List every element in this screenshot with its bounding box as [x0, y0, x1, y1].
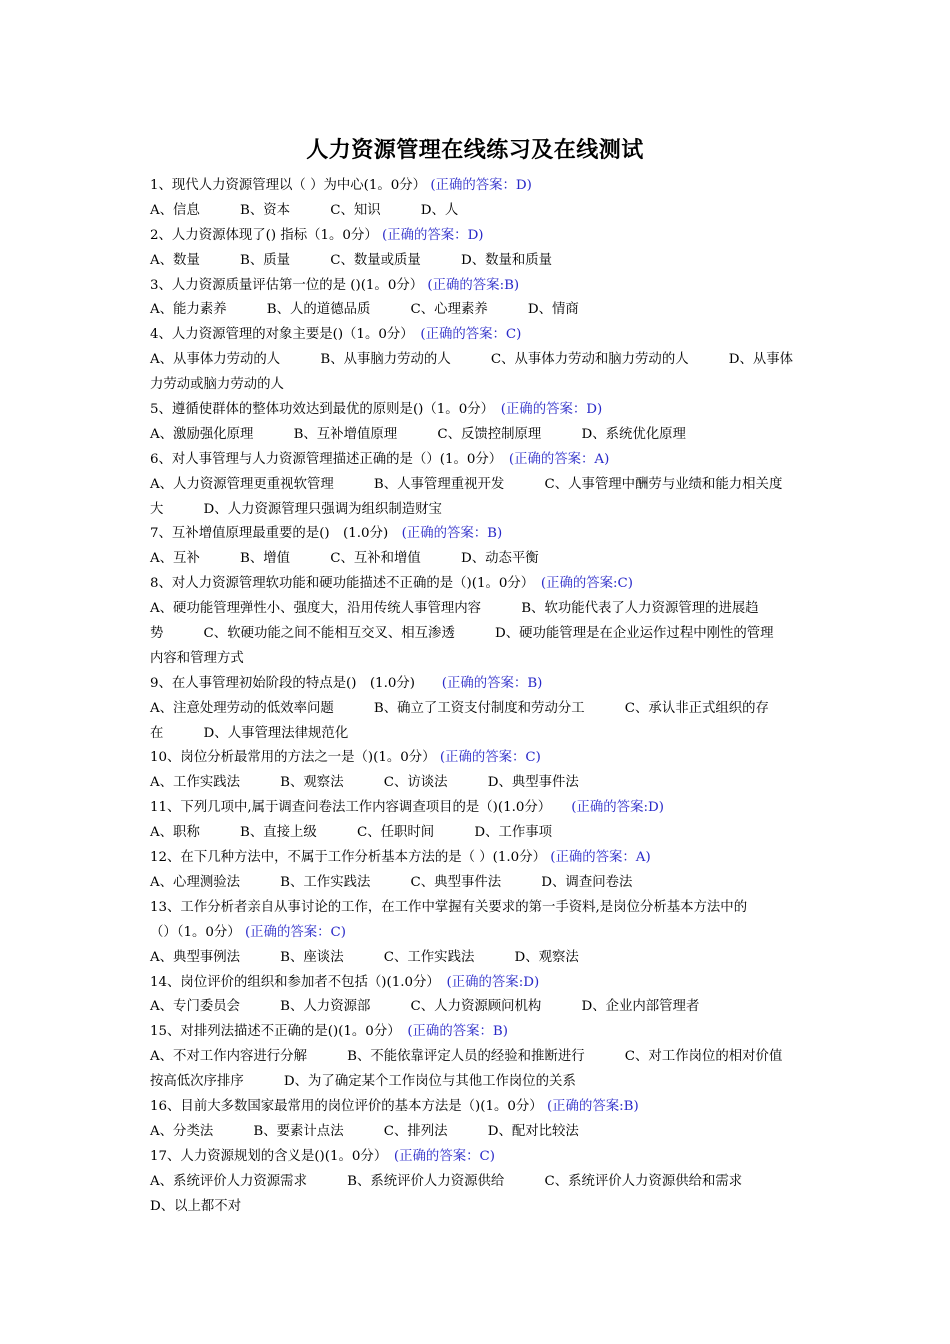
line-text: 按高低次序排序 D、为了确定某个工作岗位与其他工作岗位的关系: [150, 1074, 576, 1090]
correct-answer: (正确的答案：D): [500, 402, 603, 418]
options-line: [150, 995, 810, 1020]
options-line: [150, 597, 810, 622]
line-text: A、专门委员会 B、人力资源部 C、人力资源顾问机构 D、企业内部管理者: [150, 999, 700, 1015]
line-text: 14、岗位评价的组织和参加者不包括（)(1.0分）: [150, 974, 447, 990]
correct-answer: (正确的答案：C): [244, 924, 346, 940]
question-line: [150, 1095, 810, 1120]
options-line: [150, 622, 810, 647]
line-text: 3、人力资源质量评估第一位的是 ()(1。0分）: [150, 277, 428, 293]
options-line: [150, 1170, 810, 1195]
line-text: 1、现代人力资源管理以（ ）为中心(1。0分）: [150, 178, 431, 193]
options-line: [150, 423, 810, 448]
correct-answer: (正确的答案：B): [401, 526, 503, 542]
line-text: A、职称 B、直接上级 C、任职时间 D、工作事项: [150, 825, 553, 841]
options-line: [150, 1045, 810, 1070]
line-text: 16、目前大多数国家最常用的岗位评价的基本方法是（)(1。0分）: [150, 1098, 547, 1114]
line-text: 13、工作分析者亲自从事讨论的工作，在工作中掌握有关要求的第一手资料,是岗位分析基本方法中的: [150, 899, 748, 915]
line-text: A、从事体力劳动的人 B、从事脑力劳动的人 C、从事体力劳动和脑力劳动的人 D、从事体: [150, 352, 794, 368]
line-text: 11、下列几项中,属于调查问卷法工作内容调查项目的是（)(1.0分）: [150, 800, 572, 816]
line-text: A、硬功能管理弹性小、强度大，沿用传统人事管理内容 B、软功能代表了人力资源管理的进展趋: [150, 601, 759, 617]
options-line: [150, 249, 810, 274]
line-text: A、人力资源管理更重视软管理 B、人事管理重视开发 C、人事管理中酬劳与业绩和能力相关度: [150, 476, 783, 492]
line-text: A、系统评价人力资源需求 B、系统评价人力资源供给 C、系统评价人力资源供给和需求: [150, 1173, 743, 1189]
line-text: 8、对人力资源管理软功能和硬功能描述不正确的是（)(1。0分）: [150, 576, 541, 592]
line-text: 7、互补增值原理最重要的是() (1.0分): [150, 526, 402, 542]
options-line: [150, 373, 810, 398]
line-text: （）（1。0分）: [150, 924, 245, 940]
question-line: [150, 971, 810, 996]
options-line: [150, 473, 810, 498]
document-title: 人力资源管理在线练习及在线测试: [306, 138, 644, 163]
options-line: [150, 498, 810, 523]
options-line: [150, 821, 810, 846]
line-text: 力劳动或脑力劳动的人: [150, 377, 284, 393]
correct-answer: (正确的答案:B): [427, 277, 520, 293]
question-line: [150, 448, 810, 473]
line-text: A、工作实践法 B、观察法 C、访谈法 D、典型事件法: [150, 775, 579, 791]
options-line: [150, 771, 810, 796]
line-text: 5、遵循使群体的整体功效达到最优的原则是()（1。0分）: [150, 402, 501, 418]
line-text: 10、岗位分析最常用的方法之一是（)(1。0分）: [150, 750, 440, 766]
correct-answer: (正确的答案：C): [420, 327, 522, 343]
correct-answer: (正确的答案:B): [546, 1098, 639, 1114]
question-line: [150, 1020, 810, 1045]
question-line: [150, 672, 810, 697]
question-line: [150, 224, 810, 249]
line-text: 2、人力资源体现了() 指标（1。0分）: [150, 227, 382, 243]
line-text: D、以上都不对: [150, 1198, 242, 1214]
options-line: [150, 1120, 810, 1145]
correct-answer: (正确的答案：C): [393, 1148, 495, 1164]
options-line: [150, 871, 810, 896]
options-line: [150, 547, 810, 572]
options-line: [150, 1070, 810, 1095]
line-text: A、注意处理劳动的低效率问题 B、确立了工资支付制度和劳动分工 C、承认非正式组织的存: [150, 700, 769, 716]
options-line: [150, 697, 810, 722]
question-line: [150, 572, 810, 597]
question-list: [150, 174, 810, 1219]
correct-answer: (正确的答案：D): [430, 178, 532, 193]
options-line: [150, 946, 810, 971]
options-line: [150, 298, 810, 323]
line-text: 17、人力资源规划的含义是()(1。0分）: [150, 1148, 394, 1164]
question-line: [150, 274, 810, 299]
question-line: [150, 1145, 810, 1170]
line-text: 在 D、人事管理法律规范化: [150, 725, 349, 741]
question-line: [150, 921, 810, 946]
line-text: A、激励强化原理 B、互补增值原理 C、反馈控制原理 D、系统优化原理: [150, 426, 686, 442]
line-text: 势 C、软硬功能之间不能相互交叉、相互渗透 D、硬功能管理是在企业运作过程中刚性的管理: [150, 626, 774, 642]
line-text: A、典型事例法 B、座谈法 C、工作实践法 D、观察法: [150, 949, 579, 965]
question-line: [150, 746, 810, 771]
question-line: [150, 174, 810, 199]
line-text: A、不对工作内容进行分解 B、不能依靠评定人员的经验和推断进行 C、对工作岗位的相对价值: [150, 1049, 783, 1065]
options-line: [150, 896, 810, 921]
question-line: [150, 796, 810, 821]
correct-answer: (正确的答案：B): [441, 675, 543, 691]
line-text: A、数量 B、质量 C、数量或质量 D、数量和质量: [150, 252, 553, 268]
correct-answer: (正确的答案：A): [550, 850, 651, 866]
options-line: [150, 348, 810, 373]
line-text: 12、在下几种方法中，不属于工作分析基本方法的是（ ）(1.0分）: [150, 850, 551, 866]
line-text: A、信息 B、资本 C、知识 D、人: [150, 202, 459, 218]
question-line: [150, 522, 810, 547]
options-line: [150, 199, 810, 224]
options-line: [150, 722, 810, 747]
correct-answer: (正确的答案：D): [382, 227, 484, 243]
question-line: [150, 846, 810, 871]
correct-answer: (正确的答案：B): [407, 1024, 508, 1040]
options-line: [150, 647, 810, 672]
line-text: 内容和管理方式: [150, 650, 244, 666]
line-text: 大 D、人力资源管理只强调为组织制造财宝: [150, 501, 442, 517]
correct-answer: (正确的答案：C): [439, 750, 541, 766]
line-text: A、能力素养 B、人的道德品质 C、心理素养 D、情商: [150, 302, 579, 318]
correct-answer: (正确的答案:C): [540, 576, 634, 592]
line-text: 15、对排列法描述不正确的是()(1。0分）: [150, 1024, 408, 1040]
line-text: A、心理测验法 B、工作实践法 C、典型事件法 D、调查问卷法: [150, 874, 633, 890]
line-text: 6、对人事管理与人力资源管理描述正确的是（）(1。0分）: [150, 451, 509, 467]
correct-answer: (正确的答案:D): [446, 974, 540, 990]
line-text: A、分类法 B、要素计点法 C、排列法 D、配对比较法: [150, 1123, 579, 1139]
question-line: [150, 323, 810, 348]
options-line: [150, 1195, 810, 1220]
correct-answer: (正确的答案:D): [571, 800, 664, 816]
line-text: A、互补 B、增值 C、互补和增值 D、动态平衡: [150, 551, 539, 567]
line-text: 4、人力资源管理的对象主要是()（1。0分）: [150, 327, 421, 343]
line-text: 9、在人事管理初始阶段的特点是() (1.0分): [150, 675, 442, 691]
correct-answer: (正确的答案：A): [508, 451, 610, 467]
question-line: [150, 398, 810, 423]
